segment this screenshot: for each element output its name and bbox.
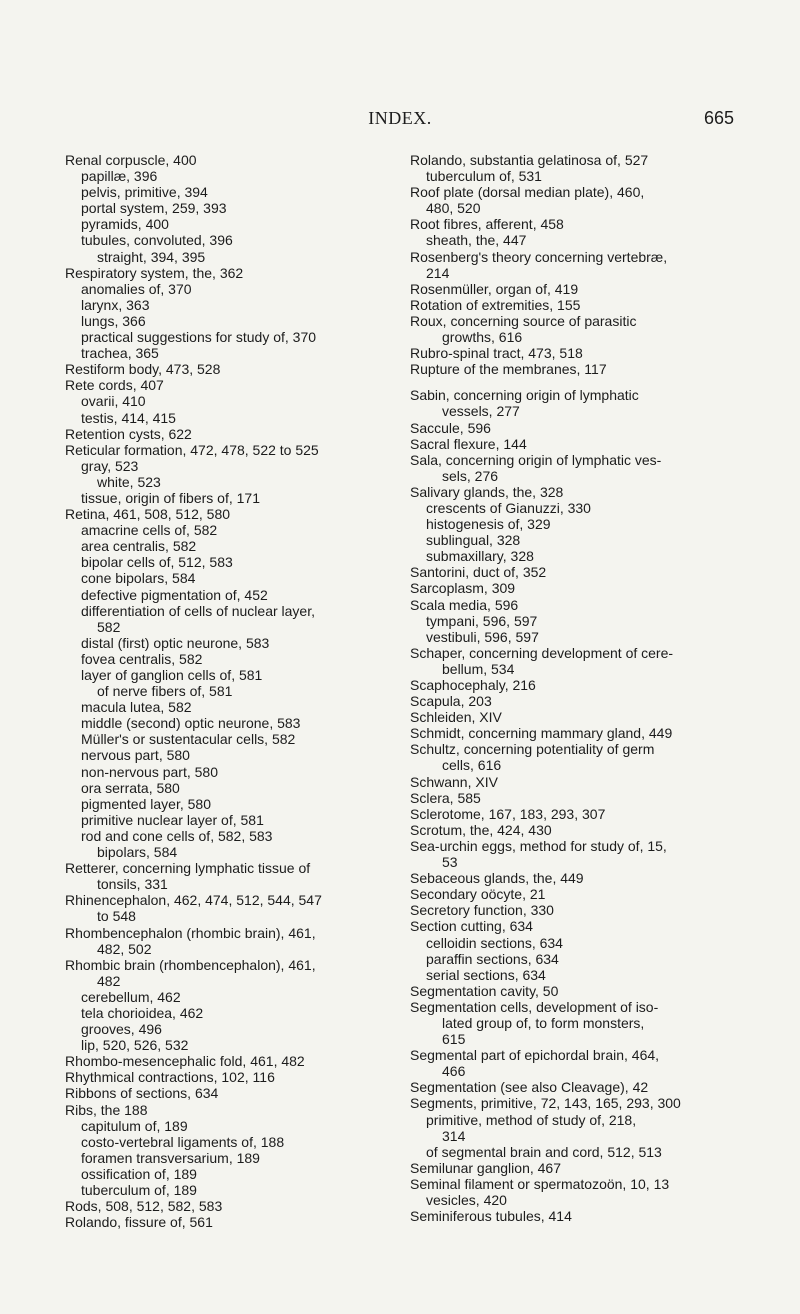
- index-entry: Ribs, the 188: [65, 1101, 148, 1118]
- index-entry: bipolar cells of, 512, 583: [81, 554, 233, 571]
- index-entry: Restiform body, 473, 528: [65, 361, 221, 378]
- index-entry: Sarcoplasm, 309: [410, 580, 516, 597]
- index-entry: pelvis, primitive, 394: [81, 184, 208, 201]
- index-entry: 314: [442, 1127, 466, 1144]
- index-entry: 582: [97, 618, 121, 635]
- index-entry: differentiation of cells of nuclear layer,: [81, 602, 315, 619]
- index-entry: Rhombo-mesencephalic fold, 461, 482: [65, 1053, 305, 1070]
- index-entry: Retterer, concerning lymphatic tissue of: [65, 860, 311, 877]
- index-entry: Schwann, XIV: [410, 773, 498, 790]
- index-entry: Section cutting, 634: [410, 918, 533, 935]
- index-entry: to 548: [97, 908, 136, 925]
- index-entry: vestibuli, 596, 597: [426, 628, 539, 645]
- index-entry: crescents of Gianuzzi, 330: [426, 499, 591, 516]
- index-entry: Scrotum, the, 424, 430: [410, 821, 552, 838]
- index-entry: macula lutea, 582: [81, 699, 192, 716]
- index-entry: anomalies of, 370: [81, 280, 192, 297]
- index-entry: Sacral flexure, 144: [410, 435, 527, 452]
- index-entry: Retention cysts, 622: [65, 425, 192, 442]
- index-entry: Respiratory system, the, 362: [65, 264, 244, 281]
- index-entry: Segmentation (see also Cleavage), 42: [410, 1079, 649, 1096]
- index-entry: Rosenmüller, organ of, 419: [410, 280, 579, 297]
- index-entry: 466: [442, 1063, 466, 1080]
- index-entry: Segmental part of epichordal brain, 464,: [410, 1047, 660, 1064]
- index-entry: tuberculum of, 531: [426, 168, 542, 185]
- index-entry: Rubro-spinal tract, 473, 518: [410, 345, 583, 362]
- index-entry: Roux, concerning source of parasitic: [410, 312, 637, 329]
- index-entry: tela chorioidea, 462: [81, 1004, 204, 1021]
- index-entry: Segmentation cells, development of iso-: [410, 998, 659, 1015]
- index-entry: 482: [97, 972, 121, 989]
- index-entry: Seminal filament or spermatozoön, 10, 13: [410, 1175, 670, 1192]
- index-column-right: [410, 152, 755, 1224]
- index-entry: Rhombencephalon (rhombic brain), 461,: [65, 924, 316, 941]
- index-entry: Segments, primitive, 72, 143, 165, 293, 300: [410, 1095, 681, 1112]
- index-entry: foramen transversarium, 189: [81, 1149, 260, 1166]
- index-entry: Rolando, substantia gelatinosa of, 527: [410, 152, 649, 168]
- index-entry: Scaphocephaly, 216: [410, 677, 536, 693]
- index-entry: Semilunar ganglion, 467: [410, 1159, 561, 1176]
- index-entry: layer of ganglion cells of, 581: [81, 667, 263, 683]
- index-entry: Sea-urchin eggs, method for study of, 15,: [410, 837, 667, 854]
- index-entry: pyramids, 400: [81, 216, 169, 233]
- index-column-left: [65, 152, 410, 1230]
- index-entry: ora serrata, 580: [81, 779, 180, 796]
- index-entry: Sala, concerning origin of lymphatic ves-: [410, 451, 662, 468]
- index-entry: Ribbons of sections, 634: [65, 1085, 219, 1102]
- index-entry: Secretory function, 330: [410, 902, 554, 919]
- page-header: [0, 108, 800, 130]
- index-entry: 482, 502: [97, 940, 152, 957]
- index-entry: grooves, 496: [81, 1021, 162, 1038]
- index-entry: Roof plate (dorsal median plate), 460,: [410, 184, 645, 201]
- index-entry: amacrine cells of, 582: [81, 522, 218, 539]
- index-entry: Rete cords, 407: [65, 377, 164, 394]
- index-entry: Scapula, 203: [410, 693, 492, 710]
- index-entry: Saccule, 596: [410, 419, 491, 436]
- index-entry: Rotation of extremities, 155: [410, 296, 581, 313]
- index-entry: distal (first) optic neurone, 583: [81, 634, 270, 651]
- index-entry: Sabin, concerning origin of lymphatic: [410, 387, 639, 404]
- index-entry: cells, 616: [442, 757, 502, 774]
- index-entry: bipolars, 584: [97, 844, 178, 861]
- index-entry: Salivary glands, the, 328: [410, 483, 564, 500]
- index-entry: bellum, 534: [442, 660, 515, 677]
- index-entry: Secondary oöcyte, 21: [410, 886, 546, 903]
- index-entry: vessels, 277: [442, 403, 520, 420]
- index-entry: Reticular formation, 472, 478, 522 to 525: [65, 441, 319, 458]
- index-entry: serial sections, 634: [426, 966, 546, 983]
- index-entry: cone bipolars, 584: [81, 570, 196, 587]
- index-entry: non-nervous part, 580: [81, 763, 218, 780]
- index-entry: 214: [426, 264, 450, 281]
- index-entry: defective pigmentation of, 452: [81, 586, 268, 603]
- index-entry: 53: [442, 854, 458, 871]
- index-entry: Sclerotome, 167, 183, 293, 307: [410, 805, 606, 822]
- index-entry: Root fibres, afferent, 458: [410, 216, 564, 233]
- index-entry: papillæ, 396: [81, 168, 158, 185]
- index-entry: pigmented layer, 580: [81, 795, 211, 812]
- index-entry: primitive, method of study of, 218,: [426, 1111, 637, 1128]
- index-entry: white, 523: [97, 473, 161, 490]
- index-entry: sheath, the, 447: [426, 232, 527, 249]
- index-entry: Rhinencephalon, 462, 474, 512, 544, 547: [65, 892, 322, 909]
- index-entry: lip, 520, 526, 532: [81, 1037, 189, 1054]
- index-entry: 615: [442, 1031, 466, 1048]
- index-entry: gray, 523: [81, 457, 139, 474]
- index-entry: histogenesis of, 329: [426, 516, 551, 533]
- index-entry: sublingual, 328: [426, 532, 521, 549]
- index-entry: tissue, origin of fibers of, 171: [81, 489, 260, 506]
- index-entry: fovea centralis, 582: [81, 650, 203, 667]
- index-entry: tuberculum of, 189: [81, 1182, 197, 1198]
- index-entry: Santorini, duct of, 352: [410, 564, 547, 581]
- index-entry: Scala media, 596: [410, 596, 519, 613]
- index-entry: celloidin sections, 634: [426, 934, 563, 951]
- index-entry: Rosenberg's theory concerning vertebræ,: [410, 248, 668, 265]
- index-entry: 480, 520: [426, 200, 481, 217]
- index-entry: vesicles, 420: [426, 1192, 507, 1208]
- index-entry: primitive nuclear layer of, 581: [81, 811, 264, 828]
- index-entry: Renal corpuscle, 400: [65, 152, 197, 168]
- index-entry: Müller's or sustentacular cells, 582: [81, 731, 296, 748]
- index-entry: practical suggestions for study of, 370: [81, 329, 317, 346]
- index-entry: growths, 616: [442, 329, 523, 346]
- index-entry: of nerve fibers of, 581: [97, 683, 233, 700]
- index-entry: rod and cone cells of, 582, 583: [81, 827, 273, 844]
- index-entry: submaxillary, 328: [426, 548, 534, 565]
- index-entry: area centralis, 582: [81, 538, 197, 555]
- index-entry: paraffin sections, 634: [426, 950, 559, 967]
- index-entry: Sebaceous glands, the, 449: [410, 870, 584, 887]
- index-entry: Schultz, concerning potentiality of germ: [410, 741, 655, 758]
- index-section-gap: [410, 377, 755, 387]
- index-entry: Sclera, 585: [410, 789, 481, 806]
- index-entry: ovarii, 410: [81, 393, 146, 410]
- index-entry: costo-vertebral ligaments of, 188: [81, 1133, 285, 1150]
- index-entry: ossification of, 189: [81, 1165, 197, 1182]
- index-entry: of segmental brain and cord, 512, 513: [426, 1143, 662, 1160]
- index-entry: Rolando, fissure of, 561: [65, 1214, 213, 1231]
- index-entry: Segmentation cavity, 50: [410, 982, 559, 999]
- index-entry: Rhythmical contractions, 102, 116: [65, 1069, 275, 1086]
- index-entry: Seminiferous tubules, 414: [410, 1208, 572, 1225]
- index-entry: testis, 414, 415: [81, 409, 176, 426]
- index-entry: middle (second) optic neurone, 583: [81, 715, 301, 732]
- index-entry: Rods, 508, 512, 582, 583: [65, 1198, 223, 1215]
- page-number: 665: [703, 108, 734, 128]
- index-entry: sels, 276: [442, 467, 499, 484]
- index-entry: cerebellum, 462: [81, 988, 181, 1005]
- index-entry: Schmidt, concerning mammary gland, 449: [410, 725, 673, 742]
- index-entry: Rupture of the membranes, 117: [410, 361, 607, 378]
- index-entry: Schaper, concerning development of cere-: [410, 644, 674, 661]
- index-entry: lated group of, to form monsters,: [442, 1014, 645, 1031]
- index-entry: nervous part, 580: [81, 747, 190, 764]
- index-entry: larynx, 363: [81, 296, 150, 313]
- index-entry: tonsils, 331: [97, 876, 168, 893]
- index-entry: portal system, 259, 393: [81, 200, 227, 217]
- index-entry: straight, 394, 395: [97, 248, 206, 265]
- index-entry: Retina, 461, 508, 512, 580: [65, 506, 231, 523]
- index-entry: lungs, 366: [81, 312, 146, 329]
- index-entry: Rhombic brain (rhombencephalon), 461,: [65, 956, 316, 973]
- index-entry: trachea, 365: [81, 345, 159, 362]
- index-entry: Schleiden, XIV: [410, 709, 502, 726]
- index-entry: capitulum of, 189: [81, 1117, 188, 1134]
- index-entry: tympani, 596, 597: [426, 612, 538, 629]
- index-entry: tubules, convoluted, 396: [81, 232, 233, 249]
- page-title: INDEX.: [368, 108, 432, 128]
